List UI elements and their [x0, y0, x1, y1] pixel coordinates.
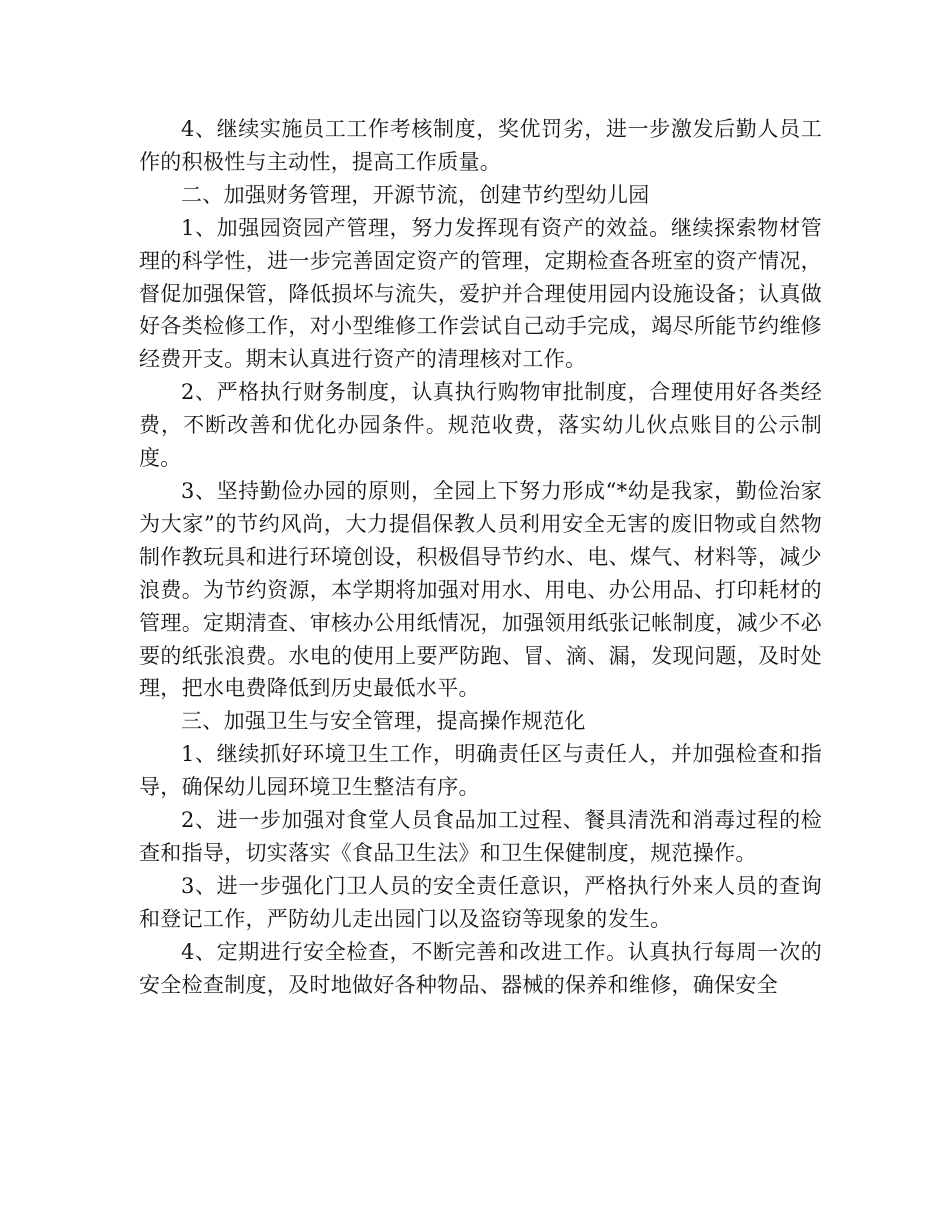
section-heading-3: 三、加强卫生与安全管理，提高操作规范化: [181, 709, 586, 734]
section-heading-2: 二、加强财务管理，开源节流，创建节约型幼儿园: [181, 182, 650, 207]
paragraph-1: 4、继续实施员工工作考核制度，奖优罚劣，进一步激发后勤人员工作的积极性与主动性，提高工作质量。: [139, 117, 822, 174]
paragraph-9: 3、进一步强化门卫人员的安全责任意识，严格执行外来人员的查询和登记工作，严防幼儿走出园门以及盗窃等现象的发生。: [139, 873, 822, 931]
paragraph-8: 2、进一步加强对食堂人员食品加工过程、餐具清洗和消毒过程的检查和指导，切实落实《食品卫生法》和卫生保健制度，规范操作。: [139, 808, 822, 865]
paragraph-3: 1、加强园资园产管理，努力发挥现有资产的效益。继续探索物材管理的科学性，进一步完善固定资产的管理，定期检查各班室的资产情况，督促加强保管，降低损坏与流失，爱护并合理使用园内设施设备；认真做好各类检修工作，对小型维修工作尝试自己动手完成，竭尽所能节约维修经费开支。期末认真进行资产的清理核对工作。: [139, 215, 822, 372]
paragraph-5: 3、坚持勤俭办园的原则，全园上下努力形成“*幼是我家，勤俭治家为大家”的节约风尚，大力提倡保教人员利用安全无害的废旧物或自然物制作教玩具和进行环境创设，积极倡导节约水、电、煤气、材料等，减少浪费。为节约资源，本学期将加强对用水、用电、办公用品、打印耗材的管理。定期清查、审核办公用纸情况，加强领用纸张记帐制度，减少不必要的纸张浪费。水电的使用上要严防跑、冒、滴、漏，发现问题，及时处理，把水电费降低到历史最低水平。: [139, 478, 822, 701]
paragraph-10: 4、定期进行安全检查，不断完善和改进工作。认真执行每周一次的安全检查制度，及时地做好各种物品、器械的保养和维修，确保安全: [139, 939, 822, 997]
paragraph-7: 1、继续抓好环境卫生工作，明确责任区与责任人，并加强检查和指导，确保幼儿园环境卫生整洁有序。: [139, 742, 822, 800]
paragraph-4: 2、严格执行财务制度，认真执行购物审批制度，合理使用好各类经费，不断改善和优化办园条件。规范收费，落实幼儿伙点账目的公示制度。: [139, 380, 822, 471]
document-body: [139, 113, 822, 1001]
